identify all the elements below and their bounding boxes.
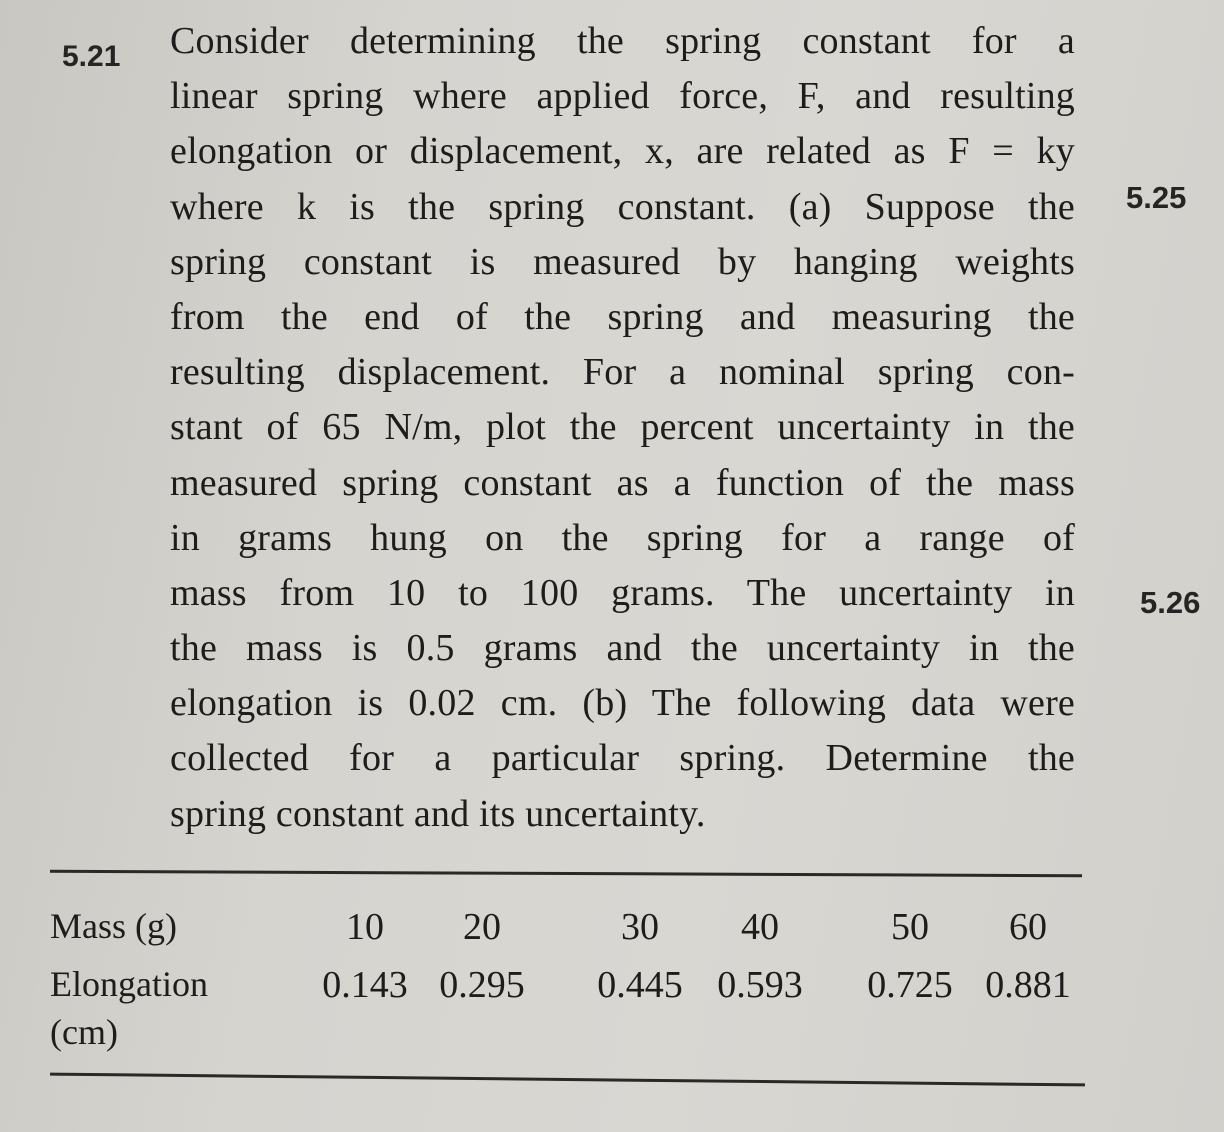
problem-line: collected for a particular spring. Determine the xyxy=(170,737,1075,780)
elongation-unit: (cm) xyxy=(50,1012,118,1052)
data-table xyxy=(50,905,1090,1052)
mass-cell: 50 xyxy=(891,906,929,948)
problem-line: elongation is 0.02 cm. (b) The following data were xyxy=(170,682,1075,725)
mass-cell: 40 xyxy=(741,906,779,948)
problem-line: from the end of the spring and measuring the xyxy=(170,295,1075,338)
table-top-rule xyxy=(50,870,1082,878)
problem-line: Consider determining the spring constant for a xyxy=(170,20,1075,62)
elongation-cell: 0.593 xyxy=(717,964,803,1006)
margin-problem-number: 5.25 xyxy=(1126,180,1187,215)
problem-line: resulting displacement. For a nominal spring con- xyxy=(170,351,1075,394)
elongation-row xyxy=(50,963,1090,1021)
problem-line: the mass is 0.5 grams and the uncertainty in the xyxy=(170,627,1075,670)
problem-line: elongation or displacement, x, are related as F = ky xyxy=(170,130,1075,173)
elongation-cell: 0.295 xyxy=(439,964,525,1006)
elongation-cell: 0.881 xyxy=(985,964,1071,1006)
mass-cell: 20 xyxy=(463,906,501,948)
problem-line: measured spring constant as a function of the mass xyxy=(170,461,1075,504)
mass-cell: 60 xyxy=(1009,906,1047,948)
problem-line: mass from 10 to 100 grams. The uncertainty in xyxy=(170,571,1075,614)
problem-line: in grams hung on the spring for a range of xyxy=(170,516,1075,559)
mass-cell: 10 xyxy=(346,906,384,948)
problem-line: spring constant and its uncertainty. xyxy=(170,792,706,835)
mass-label: Mass (g) xyxy=(50,906,177,946)
elongation-cell: 0.725 xyxy=(867,964,953,1006)
problem-line: linear spring where applied force, F, and resulting xyxy=(170,75,1075,118)
elongation-label: Elongation xyxy=(50,964,208,1004)
problem-line: stant of 65 N/m, plot the percent uncertainty in the xyxy=(170,406,1075,449)
problem-line: spring constant is measured by hanging weights xyxy=(170,240,1075,283)
elongation-cell: 0.143 xyxy=(322,964,408,1006)
mass-cell: 30 xyxy=(621,906,659,948)
table-bottom-rule xyxy=(50,1073,1085,1087)
margin-problem-number: 5.26 xyxy=(1140,585,1201,620)
problem-statement xyxy=(170,14,1075,842)
problem-line: where k is the spring constant. (a) Suppose the xyxy=(170,185,1075,228)
problem-number: 5.21 xyxy=(62,40,121,73)
elongation-cell: 0.445 xyxy=(597,964,683,1006)
mass-row xyxy=(50,905,1090,963)
